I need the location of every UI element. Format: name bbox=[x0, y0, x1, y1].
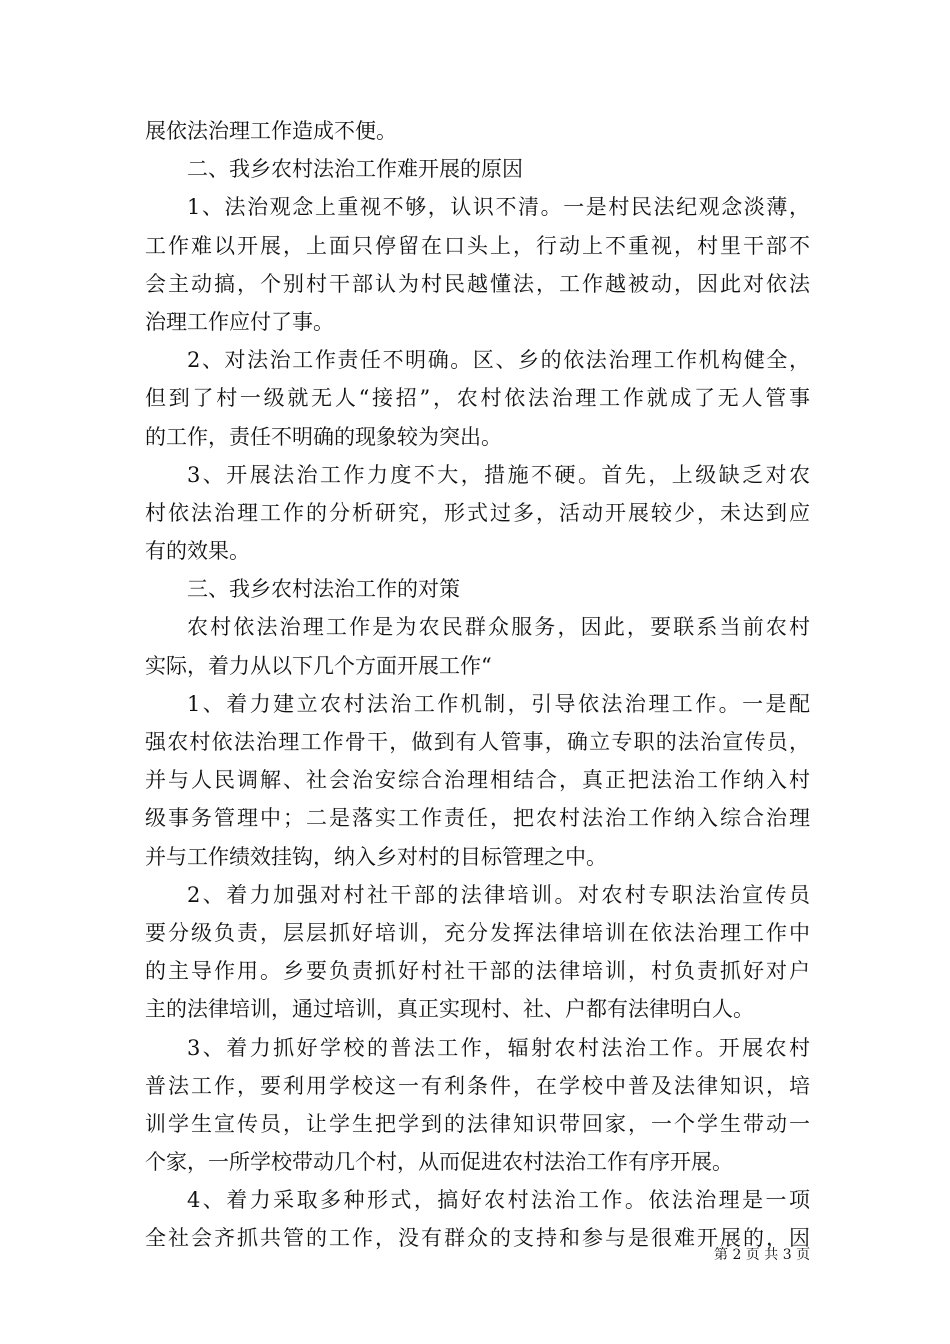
text-line: 2、对法治工作责任不明确。区、乡的依法治理工作机构健全， bbox=[187, 348, 810, 373]
text-line: 2、着力加强对村社干部的法律培训。对农村专职法治宣传员 bbox=[187, 882, 810, 907]
text-line: 工作难以开展，上面只停留在口头上，行动上不重视，村里干部不 bbox=[145, 233, 810, 258]
text-line: 实际，着力从以下几个方面开展工作“ bbox=[145, 653, 492, 678]
text-line: 展依法治理工作造成不便。 bbox=[145, 119, 397, 143]
text-line: 1、着力建立农村法治工作机制，引导依法治理工作。一是配 bbox=[187, 691, 810, 716]
text-line: 治理工作应付了事。 bbox=[145, 309, 334, 334]
text-line: 全社会齐抓共管的工作，没有群众的支持和参与是很难开展的，因 bbox=[145, 1226, 810, 1251]
text-line: 1、法治观念上重视不够，认识不清。一是村民法纪观念淡薄， bbox=[187, 195, 810, 220]
text-line: 4、着力采取多种形式，搞好农村法治工作。依法治理是一项 bbox=[187, 1188, 810, 1213]
text-line: 强农村依法治理工作骨干，做到有人管事，确立专职的法治宣传员， bbox=[145, 730, 810, 754]
text-line: 普法工作，要利用学校这一有利条件，在学校中普及法律知识，培 bbox=[145, 1073, 810, 1098]
text-line: 三、我乡农村法治工作的对策 bbox=[187, 577, 460, 602]
document-body bbox=[145, 112, 810, 1258]
text-line: 训学生宣传员，让学生把学到的法律知识带回家，一个学生带动一 bbox=[145, 1111, 810, 1136]
text-line: 主的法律培训，通过培训，真正实现村、社、户都有法律明白人。 bbox=[145, 997, 754, 1022]
text-line: 会主动搞，个别村干部认为村民越懂法，工作越被动，因此对依法 bbox=[145, 271, 810, 296]
text-line: 级事务管理中；二是落实工作责任，把农村法治工作纳入综合治理 bbox=[145, 806, 810, 831]
text-line: 3、着力抓好学校的普法工作，辐射农村法治工作。开展农村 bbox=[187, 1035, 810, 1060]
page-number-footer: 第 2 页 共 3 页 bbox=[714, 1247, 811, 1263]
text-line: 的工作，责任不明确的现象较为突出。 bbox=[145, 424, 502, 449]
text-line: 3、开展法治工作力度不大，措施不硬。首先，上级缺乏对农 bbox=[187, 462, 810, 487]
text-line: 村依法治理工作的分析研究，形式过多，活动开展较少，未达到应 bbox=[145, 500, 810, 525]
text-line: 个家，一所学校带动几个村，从而促进农村法治工作有序开展。 bbox=[145, 1150, 733, 1175]
text-line: 的主导作用。乡要负责抓好村社干部的法律培训，村负责抓好对户 bbox=[145, 959, 810, 984]
text-line: 并与人民调解、社会治安综合治理相结合，真正把法治工作纳入村 bbox=[145, 768, 810, 793]
text-line: 并与工作绩效挂钩，纳入乡对村的目标管理之中。 bbox=[145, 844, 607, 869]
text-line: 但到了村一级就无人“接招”，农村依法治理工作就成了无人管事 bbox=[145, 386, 810, 411]
text-line: 有的效果。 bbox=[145, 539, 250, 564]
text-line: 要分级负责，层层抓好培训，充分发挥法律培训在依法治理工作中 bbox=[145, 920, 810, 945]
text-line: 二、我乡农村法治工作难开展的原因 bbox=[187, 157, 523, 182]
text-line: 农村依法治理工作是为农民群众服务，因此，要联系当前农村 bbox=[187, 615, 810, 640]
